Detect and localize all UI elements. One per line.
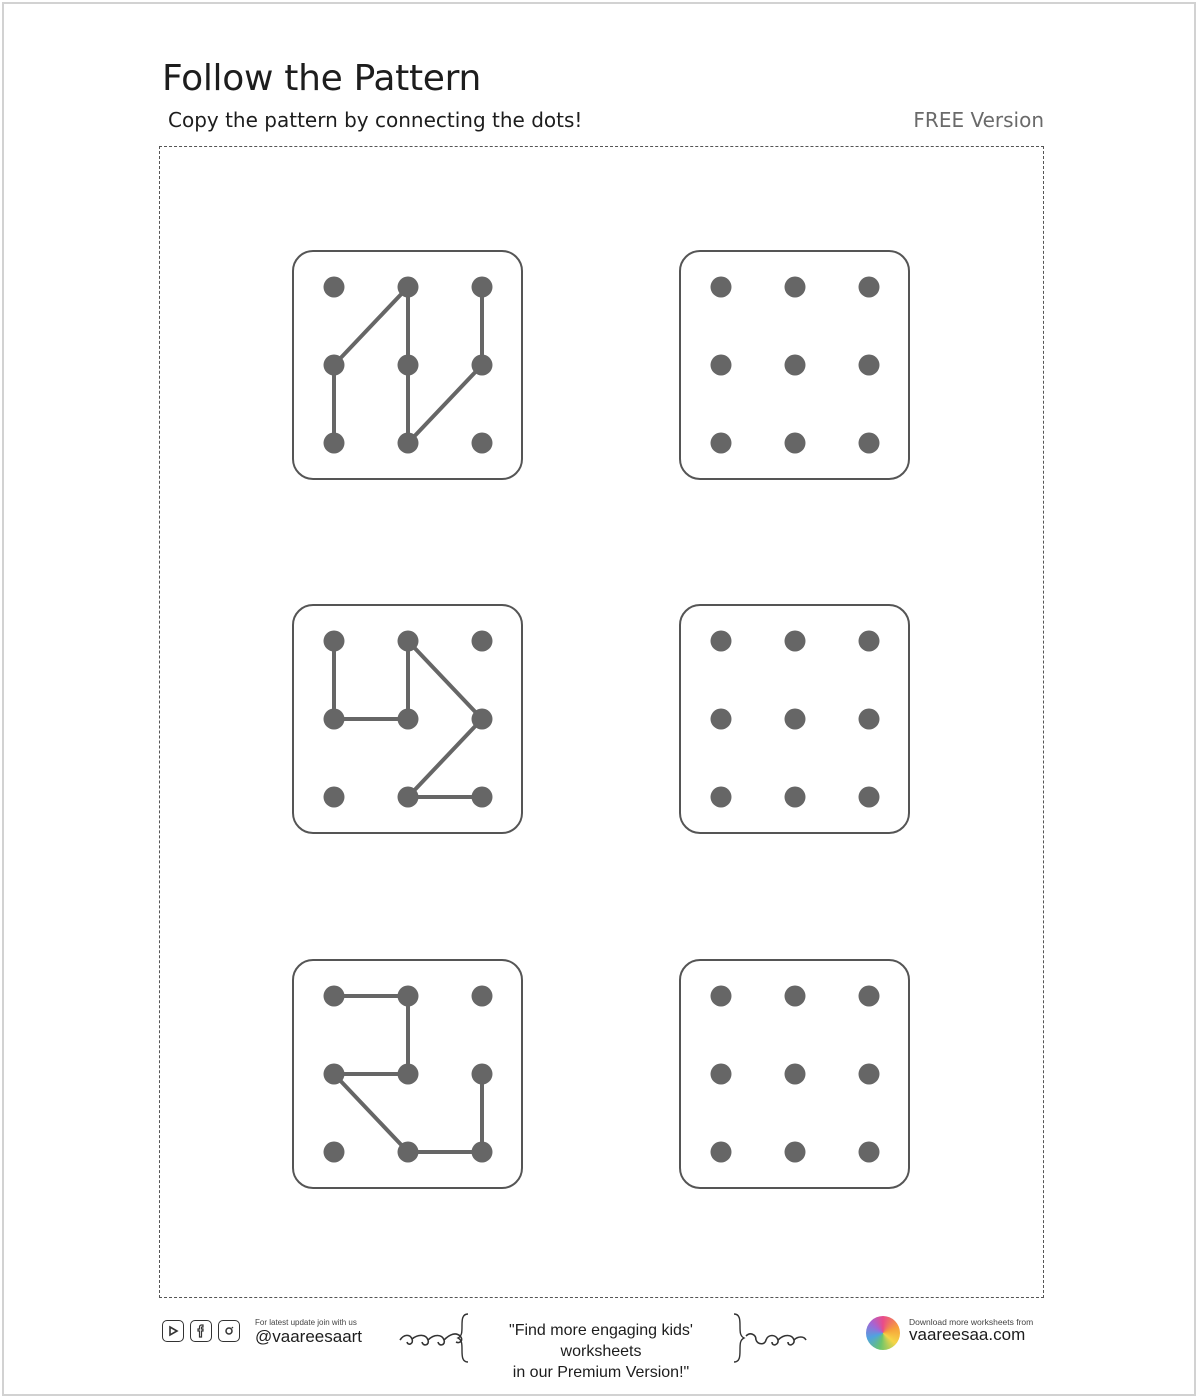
grid-dot[interactable] (785, 631, 806, 652)
grid-dot[interactable] (711, 433, 732, 454)
grid-dot[interactable] (711, 355, 732, 376)
facebook-icon[interactable] (190, 1320, 212, 1342)
grid-dot[interactable] (785, 1064, 806, 1085)
grid-dot (324, 277, 345, 298)
grid-dot (472, 277, 493, 298)
grid-dot[interactable] (711, 277, 732, 298)
social-handle[interactable]: @vaareesaart (255, 1327, 363, 1346)
grid-dot[interactable] (711, 787, 732, 808)
grid-dot (398, 433, 419, 454)
grid-dot[interactable] (785, 277, 806, 298)
grid-dot (398, 709, 419, 730)
premium-promo (470, 1320, 732, 1383)
grid-dot (472, 1064, 493, 1085)
grid-dot (324, 986, 345, 1007)
grid-dot (472, 433, 493, 454)
grid-dot[interactable] (785, 709, 806, 730)
grid-dot[interactable] (785, 433, 806, 454)
version-label: FREE Version (913, 108, 1044, 132)
grid-dot (472, 355, 493, 376)
grid-dot[interactable] (711, 631, 732, 652)
grid-dot[interactable] (859, 787, 880, 808)
social-icons (162, 1320, 240, 1342)
grid-dot (472, 787, 493, 808)
grid-dot[interactable] (859, 986, 880, 1007)
grid-dot[interactable] (859, 433, 880, 454)
grid-dot (324, 1142, 345, 1163)
grid-dot[interactable] (859, 1064, 880, 1085)
grid-dot[interactable] (859, 709, 880, 730)
grid-dot (472, 631, 493, 652)
flourish-left-icon (398, 1312, 470, 1364)
grid-dot (398, 277, 419, 298)
grid-dot (472, 986, 493, 1007)
grid-dot (472, 1142, 493, 1163)
grid-dot (398, 1064, 419, 1085)
site-logo (866, 1316, 900, 1350)
download-text: Download more worksheets from (909, 1317, 1034, 1327)
example-pattern-box (293, 960, 522, 1188)
grid-dot[interactable] (785, 986, 806, 1007)
grid-dot[interactable] (859, 277, 880, 298)
grid-dot[interactable] (785, 355, 806, 376)
grid-dot (324, 355, 345, 376)
flourish-right-icon (732, 1312, 808, 1364)
grid-dot (398, 1142, 419, 1163)
footer (0, 1300, 1200, 1380)
grid-dot[interactable] (711, 709, 732, 730)
instagram-icon[interactable] (218, 1320, 240, 1342)
promo-line-1: "Find more engaging kids' worksheets (509, 1322, 693, 1360)
grid-dot[interactable] (859, 631, 880, 652)
grid-dot (324, 433, 345, 454)
practice-grid-box[interactable] (680, 960, 909, 1188)
grid-dot (398, 631, 419, 652)
join-text: For latest update join with us (255, 1318, 357, 1327)
promo-line-2: in our Premium Version!" (512, 1364, 690, 1381)
grid-dot[interactable] (785, 787, 806, 808)
grid-dot (398, 355, 419, 376)
practice-grid-box[interactable] (680, 605, 909, 833)
grid-dot[interactable] (711, 986, 732, 1007)
grid-dot[interactable] (859, 355, 880, 376)
practice-grid-box[interactable] (680, 251, 909, 479)
instructions: Copy the pattern by connecting the dots! (168, 108, 583, 132)
example-pattern-box (293, 251, 522, 479)
grid-dot[interactable] (711, 1142, 732, 1163)
grid-dot[interactable] (859, 1142, 880, 1163)
grid-dot (324, 631, 345, 652)
site-link[interactable]: vaareesaa.com (909, 1325, 1026, 1344)
grid-dot (324, 1064, 345, 1085)
page-title: Follow the Pattern (162, 58, 482, 99)
play-icon[interactable] (162, 1320, 184, 1342)
grid-dot (472, 709, 493, 730)
example-pattern-box (293, 605, 522, 833)
grid-dot (398, 986, 419, 1007)
grid-dot (398, 787, 419, 808)
grid-dot[interactable] (711, 1064, 732, 1085)
grid-dot[interactable] (785, 1142, 806, 1163)
grid-dot (324, 709, 345, 730)
grid-dot (324, 787, 345, 808)
